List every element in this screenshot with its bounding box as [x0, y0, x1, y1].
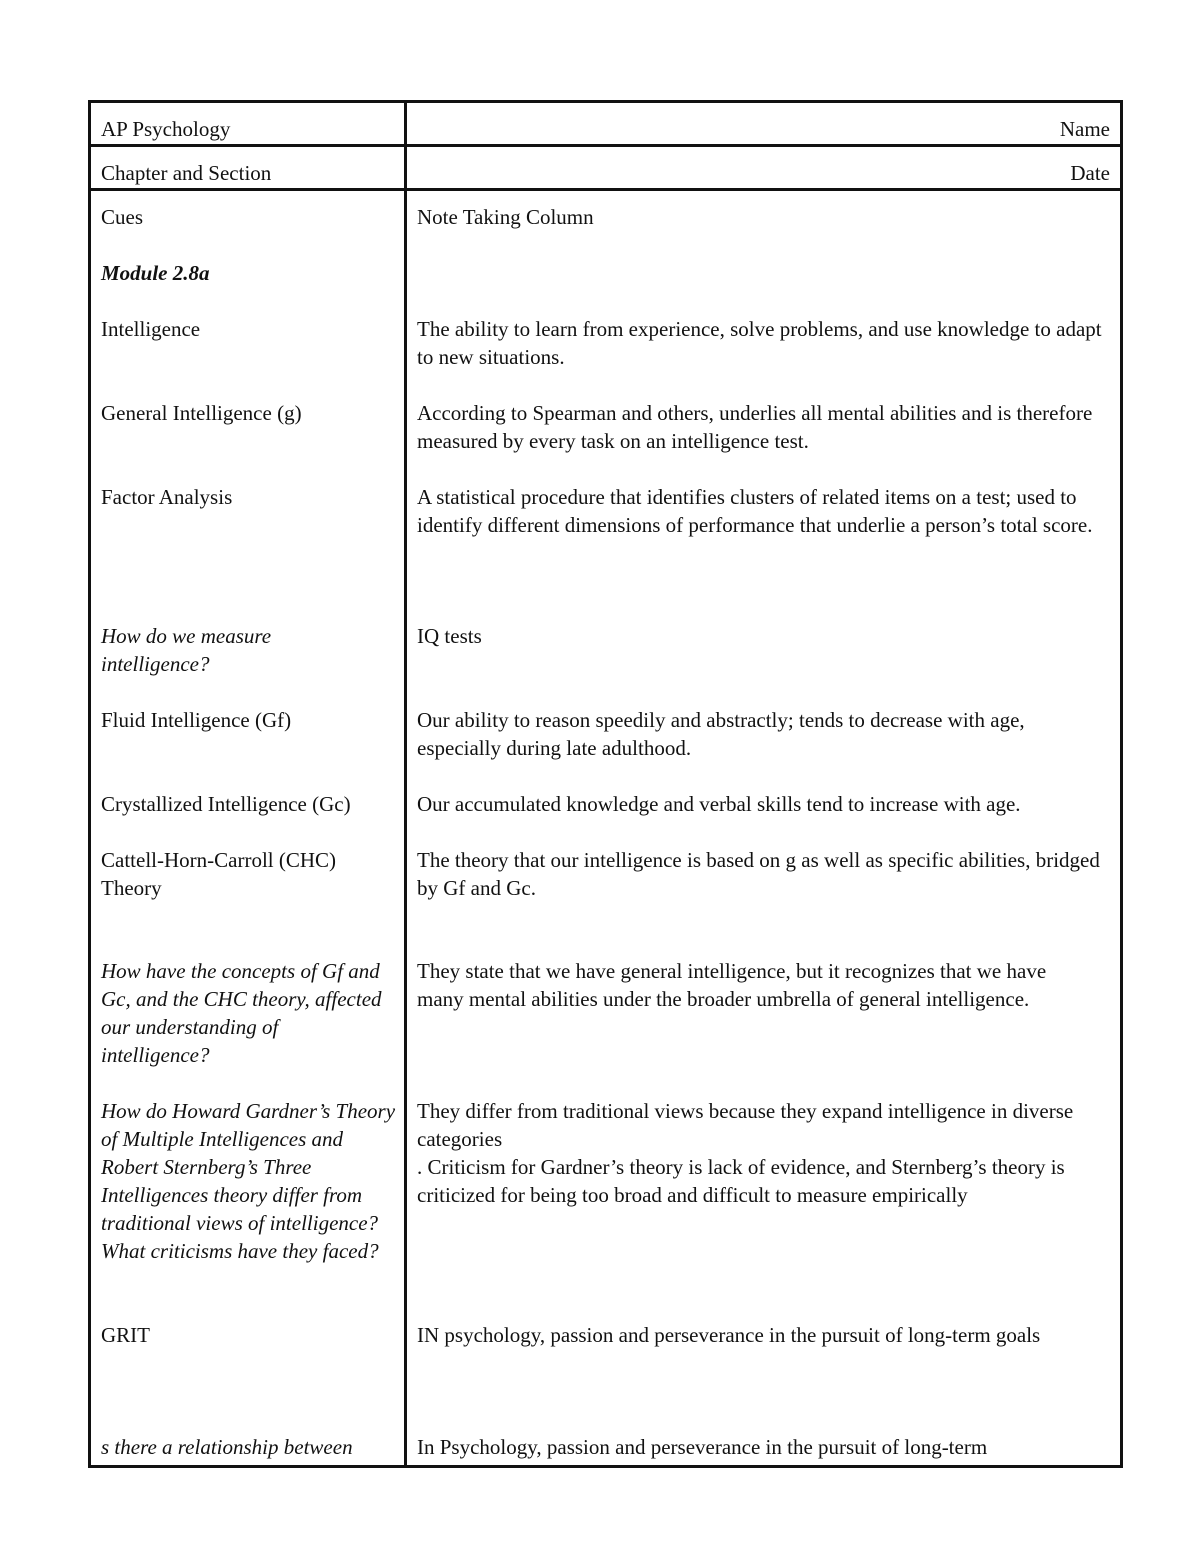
cue-fluid-intelligence: Fluid Intelligence (Gf) [101, 708, 292, 732]
cues-heading: Cues [101, 205, 143, 229]
note-gf-gc-answer: They state that we have general intelligence, but it recognizes that we have many mental abilities under the broader umbrella of general intelligence. [417, 959, 1047, 1011]
cue-chc-theory: Cattell-Horn-Carroll (CHC) Theory [101, 848, 337, 900]
note-gardner-sternberg-answer: They differ from traditional views because they expand intelligence in diverse categories . Criticism for Gardner’s theory is lack of evidence, and Sternberg’s theory is criticized for being too broad and difficult to measure empirically [417, 1099, 1074, 1207]
cue-crystallized-intelligence: Crystallized Intelligence (Gc) [101, 792, 351, 816]
cue-general-intelligence: General Intelligence (g) [101, 401, 302, 425]
note-grit-relationship: In Psychology, passion and perseverance in the pursuit of long-term [417, 1435, 988, 1459]
course-title: AP Psychology [90, 102, 406, 146]
header-row-course [90, 102, 1122, 146]
note-chc-theory: The theory that our intelligence is based on g as well as specific abilities, bridged by Gf and Gc. [417, 848, 1100, 900]
cue-factor-analysis: Factor Analysis [101, 485, 233, 509]
date-label: Date [406, 146, 1122, 190]
cue-grit: GRIT [101, 1323, 150, 1347]
cue-gf-gc-question: How have the concepts of Gf and Gc, and the CHC theory, affected our understanding of intelligence? [101, 959, 382, 1067]
cue-gardner-sternberg-question: How do Howard Gardner’s Theory of Multiple Intelligences and Robert Sternberg’s Three Intelligences theory differ from traditional views of intelligence? What criticisms have they faced? [101, 1099, 396, 1263]
note-grit: IN psychology, passion and perseverance in the pursuit of long-term goals [417, 1323, 1041, 1347]
note-factor-analysis: A statistical procedure that identifies clusters of related items on a test; used to identify different dimensions of performance that underlie a person’s total score. [417, 485, 1093, 537]
note-intelligence: The ability to learn from experience, solve problems, and use knowledge to adapt to new situations. [417, 317, 1102, 369]
module-label: Module 2.8a [101, 261, 210, 285]
note-fluid-intelligence: Our ability to reason speedily and abstractly; tends to decrease with age, especially during late adulthood. [417, 708, 1025, 760]
cue-measure-intelligence: How do we measure intelligence? [101, 624, 272, 676]
cue-intelligence: Intelligence [101, 317, 201, 341]
notes-page [88, 100, 1120, 1468]
note-general-intelligence: According to Spearman and others, underlies all mental abilities and is therefore measured by every task on an intelligence test. [417, 401, 1093, 453]
cues-column [90, 190, 406, 1467]
header-row-chapter [90, 146, 1122, 190]
notes-body-row [90, 190, 1122, 1467]
cue-grit-relationship: s there a relationship between [101, 1435, 353, 1459]
name-label: Name [406, 102, 1122, 146]
cornell-notes-table [88, 100, 1123, 1468]
notes-heading: Note Taking Column [417, 205, 594, 229]
note-crystallized-intelligence: Our accumulated knowledge and verbal skills tend to increase with age. [417, 792, 1021, 816]
note-measure-intelligence: IQ tests [417, 624, 482, 648]
notes-column [406, 190, 1122, 1467]
chapter-label: Chapter and Section [90, 146, 406, 190]
